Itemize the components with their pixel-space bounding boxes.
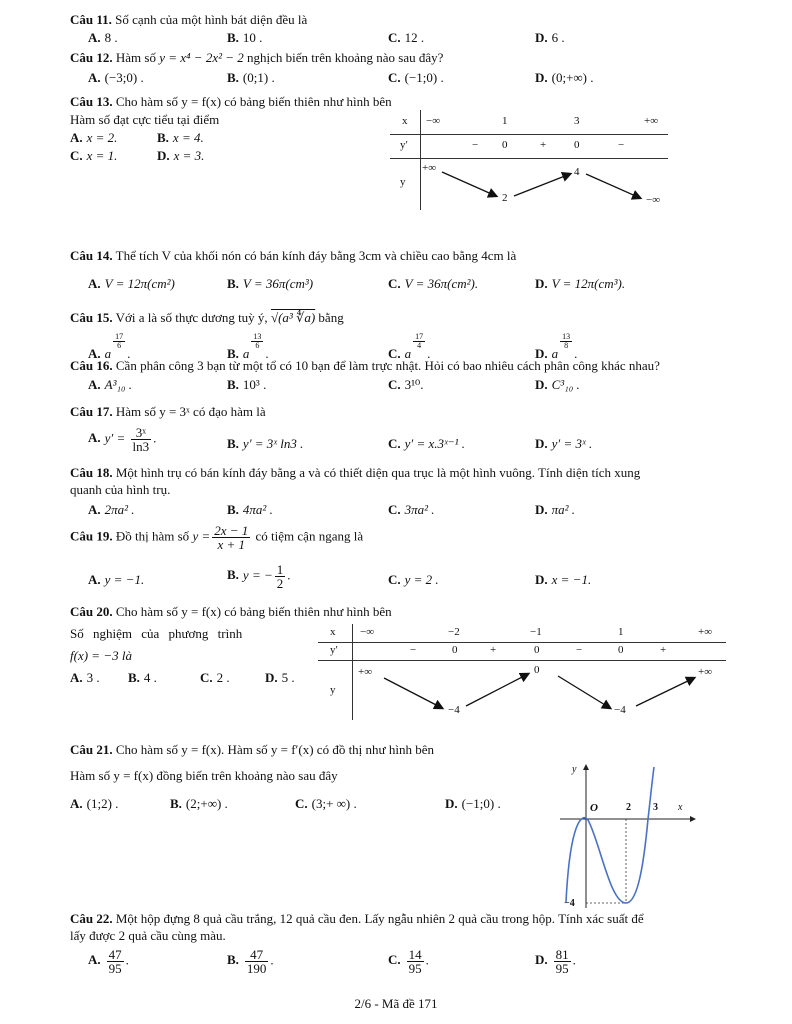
radical-expression: √(a³ ∜a) [270, 310, 316, 325]
sign: 0 [534, 644, 540, 656]
question-19: Câu 19. Đồ thị hàm số y = $\frac{2x - 1}{x + 1}$ có tiệm cận ngang là [70, 523, 364, 552]
sign: 0 [502, 139, 508, 151]
option-c: C. (3;+ ∞) . [295, 796, 357, 811]
question-14: Câu 14. Thể tích V của khối nón có bán kính đáy bằng 3cm và chiều cao bằng 4cm là [70, 248, 517, 263]
tick-label: 3 [653, 802, 658, 813]
option-b: B. (2;+∞) . [170, 796, 228, 811]
option-b: B. 4πa² . [227, 502, 273, 517]
question-line: Hàm số đạt cực tiểu tại điểm [70, 112, 220, 127]
option-a: A. y′ = $\frac{\text{3ˣ}}{\ln 3}$ . [88, 425, 157, 454]
option-d: D. $\frac{81}{95}$ . [535, 947, 576, 976]
option-b: B. 4 . [128, 670, 157, 685]
option-b: B. 10 . [227, 30, 263, 45]
question-20: Câu 20. Cho hàm số y = f(x) có bảng biến thiên như hình bên [70, 604, 392, 619]
y-value: +∞ [358, 666, 373, 678]
x-value: +∞ [698, 626, 713, 638]
variation-table [318, 624, 726, 720]
question-17: Câu 17. Hàm số y = 3ˣ có đạo hàm là [70, 404, 266, 419]
option-c: C. x = 1. [70, 148, 118, 163]
option-d: D. y′ = 3ˣ . [535, 436, 593, 451]
option-d: D. x = −1. [535, 572, 592, 587]
question-13: Câu 13. Cho hàm số y = f(x) có bảng biến thiên như hình bên [70, 94, 392, 109]
option-a: A. (1;2) . [70, 796, 119, 811]
y-value: 0 [534, 664, 540, 676]
option-a: A. x = 2. [70, 130, 118, 145]
question-line: f(x) = −3 là [70, 648, 132, 663]
option-a: A. (−3;0) . [88, 70, 144, 85]
question-line: quanh của hình trụ. [70, 482, 171, 497]
x-value: −2 [448, 626, 460, 638]
option-a: A. $\frac{47}{95}$ . [88, 947, 129, 976]
sign: − [410, 644, 417, 656]
sign: + [660, 644, 667, 656]
x-value: −∞ [360, 626, 375, 638]
option-a: A. 8 . [88, 30, 118, 45]
sign: − [472, 139, 479, 151]
option-a: A. V = 12π(cm²) [88, 276, 175, 291]
x-value: −∞ [426, 115, 441, 127]
y-value: 2 [502, 192, 508, 204]
sign: 0 [574, 139, 580, 151]
x-value: 1 [618, 626, 624, 638]
origin-label: O [590, 802, 598, 814]
option-a: A. y = −1. [88, 572, 145, 587]
option-b: B. x = 4. [157, 130, 204, 145]
y-value: +∞ [698, 666, 713, 678]
x-value: −1 [530, 626, 542, 638]
min-label: −4 [564, 898, 575, 909]
option-c: C. V = 36π(cm²). [388, 276, 479, 291]
option-b: B. a $^{\frac{13}{6}}$ . [227, 332, 269, 361]
option-a: A. 3 . [70, 670, 100, 685]
option-d: D. (−1;0) . [445, 796, 501, 811]
option-c: C. 2 . [200, 670, 230, 685]
question-12: Câu 12. Hàm số y = x⁴ − 2x² − 2 nghịch biến trên khoảng nào sau đây? [70, 50, 444, 65]
option-b: B. (0;1) . [227, 70, 275, 85]
option-d: D. C³₁₀ . [535, 377, 580, 392]
x-value: 3 [574, 115, 580, 127]
option-a: A. a $^{\frac{17}{6}}$ . [88, 332, 131, 361]
option-c: C. $\frac{14}{95}$ . [388, 947, 429, 976]
x-value: +∞ [644, 115, 659, 127]
y-value: −4 [614, 704, 626, 716]
option-d: D. 5 . [265, 670, 295, 685]
option-a: A. 2πa² . [88, 502, 135, 517]
y-prime-label: y′ [330, 644, 338, 656]
y-label: y [330, 684, 336, 696]
option-b: B. $\frac{47}{190}$ . [227, 947, 274, 976]
option-c: C. a $^{\frac{17}{4}}$ . [388, 332, 431, 361]
option-d: D. a $^{\frac{13}{8}}$ . [535, 332, 578, 361]
question-15: Câu 15. Với a là số thực dương tuỳ ý, √(a³ ∜a) bằng [70, 310, 344, 325]
question-line: Hàm số y = f(x) đồng biến trên khoảng nào sau đây [70, 768, 338, 783]
option-b: B. y = − $\frac{1}{2}$ . [227, 562, 291, 591]
derivative-graph [560, 762, 700, 912]
sign: − [576, 644, 583, 656]
sign: + [540, 139, 547, 151]
y-value: −∞ [646, 194, 661, 206]
option-d: D. (0;+∞) . [535, 70, 594, 85]
option-c: C. 3¹⁰. [388, 377, 424, 392]
question-line: lấy được 2 quả cầu cùng màu. [70, 928, 226, 943]
table-arrows [390, 110, 668, 210]
question-18: Câu 18. Một hình trụ có bán kính đáy bằng a và có thiết diện qua trục là một hình vuông. Tính diện tích xung [70, 465, 641, 480]
question-text: Số cạnh của một hình bát diện đều là [115, 12, 308, 27]
question-22: Câu 22. Một hộp đựng 8 quả cầu trắng, 12 quả cầu đen. Lấy ngẫu nhiên 2 quả cầu trong hộp. Tính xác suất để [70, 911, 644, 926]
option-c: C. y = 2 . [388, 572, 439, 587]
y-axis-label: y [572, 764, 577, 775]
sign: 0 [452, 644, 458, 656]
option-d: D. 6 . [535, 30, 565, 45]
y-value: 4 [574, 166, 580, 178]
option-a: A. A³₁₀ . [88, 377, 133, 392]
sign: + [490, 644, 497, 656]
sign: 0 [618, 644, 624, 656]
y-label: y [400, 176, 406, 188]
question-line: Số nghiệm của phương trình [70, 626, 243, 641]
y-prime-label: y′ [400, 139, 408, 151]
variation-table [390, 110, 668, 210]
option-b: B. y′ = 3ˣ ln3 . [227, 436, 304, 451]
question-21: Câu 21. Cho hàm số y = f(x). Hàm số y = f′(x) có đồ thị như hình bên [70, 742, 434, 757]
x-label: x [402, 115, 408, 127]
option-c: C. 3πa² . [388, 502, 435, 517]
page-footer: 2/6 - Mã đề 171 [354, 996, 438, 1011]
option-c: C. y′ = x.3ˣ⁻¹ . [388, 436, 465, 451]
option-d: D. πa² . [535, 502, 576, 517]
option-c: C. (−1;0) . [388, 70, 444, 85]
y-value: +∞ [422, 162, 437, 174]
option-c: C. 12 . [388, 30, 425, 45]
option-b: B. V = 36π(cm³) [227, 276, 314, 291]
option-b: B. 10³ . [227, 377, 267, 392]
x-axis-label: x [678, 802, 683, 813]
y-value: −4 [448, 704, 460, 716]
question-11 [70, 12, 732, 27]
tick-label: 2 [626, 802, 631, 813]
option-d: D. V = 12π(cm³). [535, 276, 626, 291]
x-value: 1 [502, 115, 508, 127]
question-16: Câu 16. Cần phân công 3 bạn từ một tổ có 10 bạn để làm trực nhật. Hỏi có bao nhiêu cách phân công khác nhau? [70, 358, 660, 373]
option-d: D. x = 3. [157, 148, 205, 163]
x-label: x [330, 626, 336, 638]
table-arrows [318, 624, 726, 720]
sign: − [618, 139, 625, 151]
question-number: Câu 11. [70, 12, 112, 27]
